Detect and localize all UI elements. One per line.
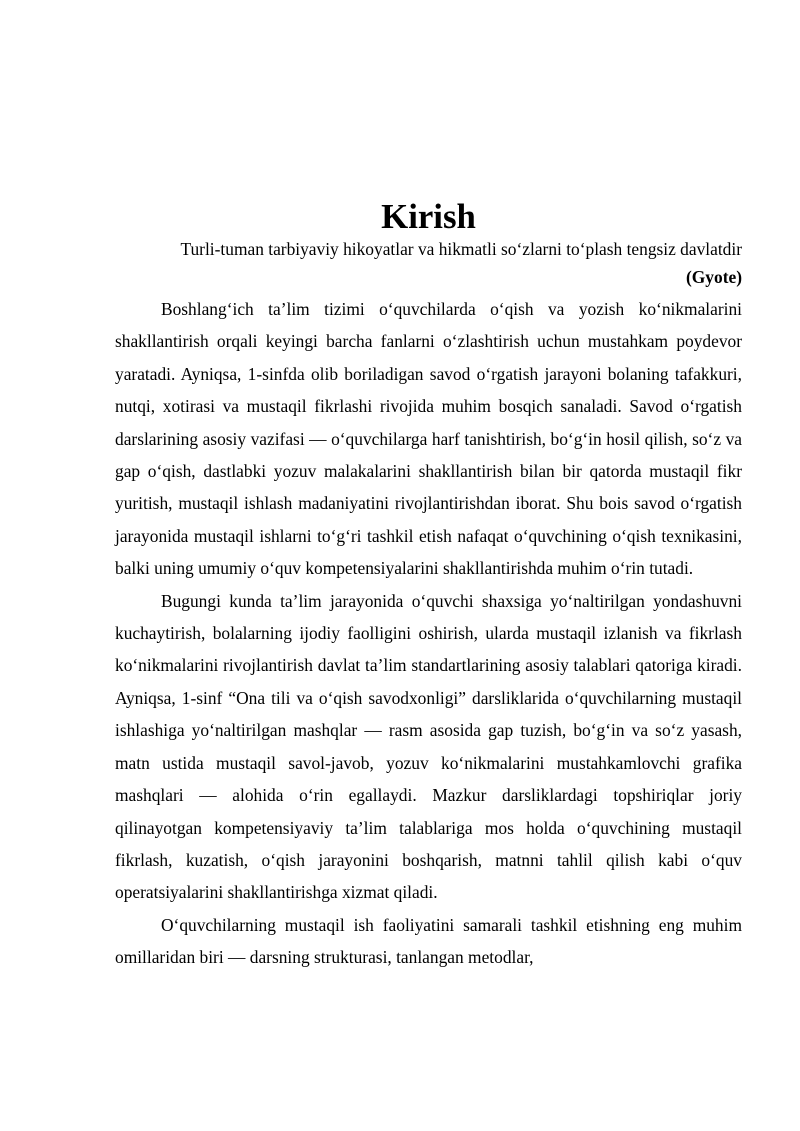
page-title: Kirish bbox=[381, 197, 476, 236]
epigraph-author: (Gyote) bbox=[685, 267, 742, 287]
document-page bbox=[115, 197, 742, 974]
body-paragraph-3: O‘quvchilarning mustaqil ish faoliyatini samarali tashkil etishning eng muhim omillaridan biri — darsning strukturasi, tanlangan metodlar, bbox=[115, 914, 742, 968]
epigraph-quote: Turli-tuman tarbiyaviy hikoyatlar va hikmatli so‘zlarni to‘plash tengsiz davlatdir bbox=[180, 239, 742, 259]
body-paragraph-1: Boshlang‘ich ta’lim tizimi o‘quvchilarda o‘qish va yozish ko‘nikmalarini shakllantirish orqali keyingi barcha fanlarni o‘zlashtirish uchun mustahkam poydevor yaratadi. Ayniqsa, 1-sinfda olib boriladigan savod o‘rgatish jarayoni bolaning tafakkuri, nutqi, xotirasi va mustaqil fikrlashi rivojida muhim bosqich sanaladi. Savod o‘rgatish darslarining asosiy vazifasi — o‘quvchilarga harf tanishtirish, bo‘g‘in hosil qilish, so‘z va gap o‘qish, dastlabki yozuv malakalarini shakllantirish bilan bir qatorda mustaqil fikr yuritish, mustaqil ishlash madaniyatini rivojlantirishdan iborat. Shu bois savod o‘rgatish jarayonida mustaqil ishlarni to‘g‘ri tashkil etish nafaqat o‘quvchining o‘qish texnikasini, balki uning umumiy o‘quv kompetensiyalarini shakllantirishda muhim o‘rin tutadi. bbox=[115, 299, 742, 579]
body-paragraph-2: Bugungi kunda ta’lim jarayonida o‘quvchi shaxsiga yo‘naltirilgan yondashuvni kuchaytirish, bolalarning ijodiy faolligini oshirish, ularda mustaqil izlanish va fikrlash ko‘nikmalarini rivojlantirish davlat ta’lim standartlarining asosiy talablari qatoriga kiradi. Ayniqsa, 1-sinf “Ona tili va o‘qish savodxonligi” darsliklarida o‘quvchilarning mustaqil ishlashiga yo‘naltirilgan mashqlar — rasm asosida gap tuzish, bo‘g‘in va so‘z yasash, matn ustida mustaqil savol-javob, yozuv ko‘nikmalarini mustahkamlovchi grafika mashqlari — alohida o‘rin egallaydi. Mazkur darsliklardagi topshiriqlar joriy qilinayotgan kompetensiyaviy ta’lim talablariga mos holda o‘quvchining mustaqil fikrlash, kuzatish, o‘qish jarayonini boshqarish, matnni tahlil qilish kabi o‘quv operatsiyalarini shakllantirishga xizmat qiladi. bbox=[115, 590, 742, 903]
